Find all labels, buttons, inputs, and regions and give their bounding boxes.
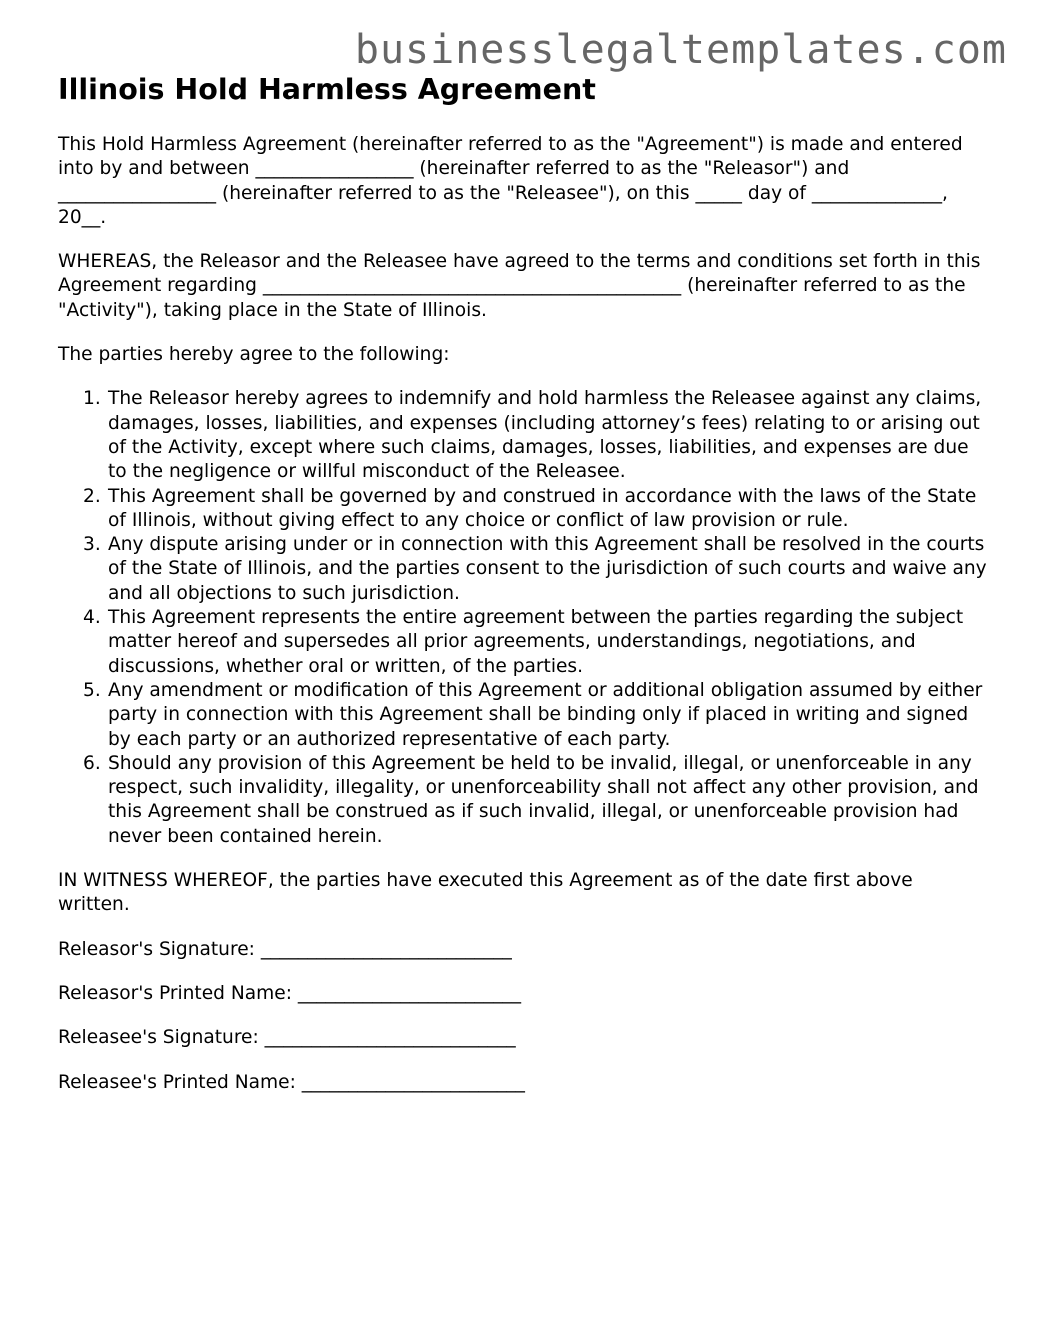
clause-text: Any dispute arising under or in connection with this Agreement shall be resolved in the courts of the State of Illinois, and the parties consent to the jurisdiction of such courts and waive any and all objections to such jurisdiction. <box>108 534 987 604</box>
clause-item <box>58 387 988 484</box>
document-page <box>58 72 988 1115</box>
clause-item <box>58 533 988 606</box>
releasee-printed-name-line: Releasee's Printed Name: ________________________ <box>58 1071 525 1093</box>
clause-text: This Agreement shall be governed by and construed in accordance with the laws of the State of Illinois, without giving effect to any choice or conflict of law provision or rule. <box>108 485 977 531</box>
clause-number: 5. <box>83 679 101 701</box>
clause-text: Should any provision of this Agreement be held to be invalid, illegal, or unenforceable in any respect, such invalidity, illegality, or unenforceability shall not affect any other provision, and this Agreement shall be construed as if such invalid, illegal, or unenforceable provision had never been contained herein. <box>108 752 979 847</box>
clause-text: Any amendment or modification of this Agreement or additional obligation assumed by either party in connection with this Agreement shall be binding only if placed in writing and signed by each party or an authorized representative of each party. <box>108 679 983 750</box>
clause-number: 3. <box>83 534 101 556</box>
intro-paragraph: This Hold Harmless Agreement (hereinafter referred to as the "Agreement") is made and entered into by and between _________________ (hereinafter referred to as the "Releasor") and _________________ (hereinafter referred to as the "Releasee"), on this _____ day of ______________, 20__. <box>58 134 963 228</box>
clause-item <box>58 606 988 679</box>
clause-number: 2. <box>83 485 101 507</box>
releasor-signature-line: Releasor's Signature: ___________________________ <box>58 938 512 960</box>
clause-item <box>58 485 988 534</box>
clause-list <box>58 387 988 849</box>
clause-text: This Agreement represents the entire agreement between the parties regarding the subject matter hereof and supersedes all prior agreements, understandings, negotiations, and discussions, whether oral or written, of the parties. <box>108 607 964 677</box>
document-title: Illinois Hold Harmless Agreement <box>58 73 596 106</box>
clause-item <box>58 752 988 849</box>
witness-paragraph: IN WITNESS WHEREOF, the parties have executed this Agreement as of the date first above written. <box>58 870 913 916</box>
whereas-paragraph: WHEREAS, the Releasor and the Releasee have agreed to the terms and conditions set forth in this Agreement regarding _____________________________________________ (hereinafter referred to as the "Activity"), taking place in the State of Illinois. <box>58 251 981 321</box>
clause-item <box>58 679 988 752</box>
agree-intro: The parties hereby agree to the following: <box>58 344 450 366</box>
releasee-signature-line: Releasee's Signature: ___________________________ <box>58 1027 516 1049</box>
watermark: businesslegaltemplates.com <box>354 27 1007 73</box>
clause-number: 4. <box>83 607 101 629</box>
clause-text: The Releasor hereby agrees to indemnify and hold harmless the Releasee against any claims, damages, losses, liabilities, and expenses (including attorney’s fees) relating to or arising out of the Activity, except where such claims, damages, losses, liabilities, and expenses are due to the negligence or willful misconduct of the Releasee. <box>108 388 982 483</box>
clause-number: 6. <box>83 752 101 774</box>
clause-number: 1. <box>83 388 101 410</box>
releasor-printed-name-line: Releasor's Printed Name: ________________________ <box>58 982 522 1004</box>
